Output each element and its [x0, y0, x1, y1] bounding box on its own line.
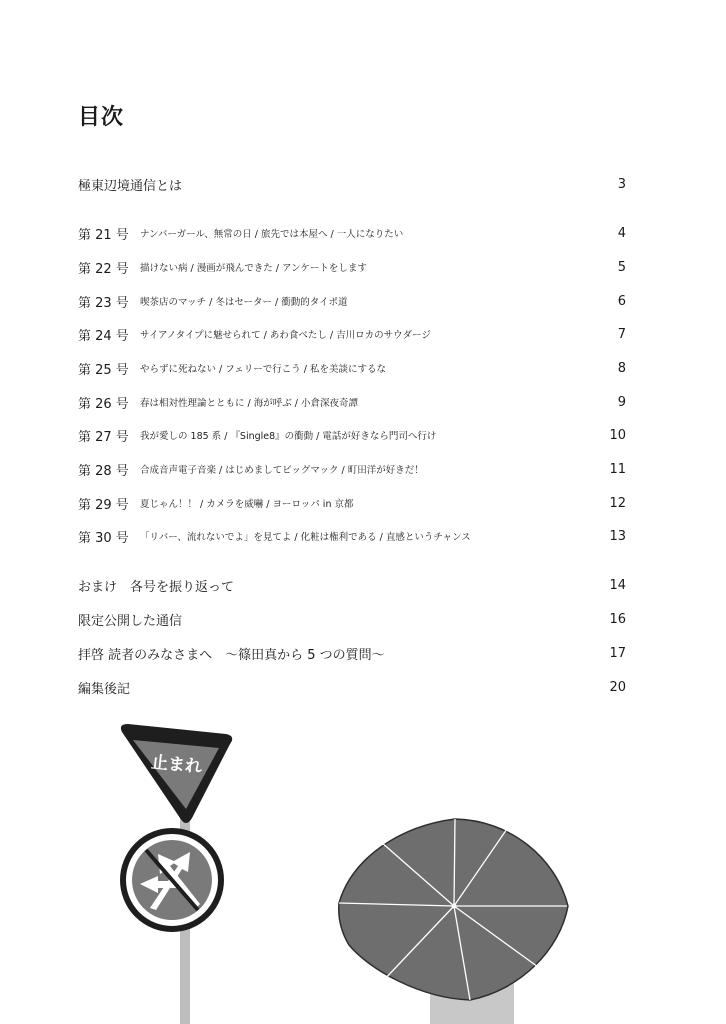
toc-entry-issue-24 — [78, 323, 626, 345]
no-crossing-sign-icon — [123, 831, 221, 929]
toc-entry-issue-27 — [78, 424, 626, 446]
toc-issue-number: 第 24 号 — [78, 328, 129, 344]
toc-issue-number: 第 23 号 — [78, 295, 129, 311]
toc-entry-intro — [78, 173, 626, 195]
toc-entry-issue-30 — [78, 525, 626, 547]
toc-label: おまけ 各号を振り返って — [78, 579, 235, 595]
toc-entry-questions — [78, 642, 626, 664]
toc-issue-topics: やらずに死ねない / フェリーで行こう / 私を美談にするな — [140, 364, 387, 375]
toc-issue-topics: 「リバー、流れないでよ」を見てよ / 化粧は権利である / 直感というチャンス — [140, 532, 471, 543]
toc-entry-issue-26 — [78, 391, 626, 413]
toc-issue-number: 第 26 号 — [78, 396, 129, 412]
toc-issue-number: 第 22 号 — [78, 261, 129, 277]
toc-page-number: 4 — [617, 225, 626, 241]
toc-page-number: 20 — [609, 679, 626, 695]
toc-issue-number: 第 27 号 — [78, 429, 129, 445]
toc-page-number: 3 — [617, 176, 626, 192]
stop-sign-icon — [121, 724, 232, 823]
toc-issue-topics: 合成音声電子音楽 / はじめましてビッグマック / 町田洋が好きだ！ — [140, 465, 424, 476]
toc-label: 極東辺境通信とは — [78, 178, 183, 194]
toc-page-number: 9 — [617, 394, 626, 410]
toc-page-number: 14 — [609, 577, 626, 593]
illustration — [0, 700, 726, 1024]
toc-label: 限定公開した通信 — [78, 613, 183, 629]
toc-entry-afterword — [78, 676, 626, 698]
toc-issue-topics: サイアノタイプに魅せられて / あわ食べたし / 吉川ロカのサウダージ — [140, 330, 431, 341]
toc-page-number: 12 — [609, 495, 626, 511]
toc-issue-topics: 春は相対性理論とともに / 海が呼ぶ / 小倉深夜奇譚 — [140, 398, 358, 409]
toc-issue-topics: 喫茶店のマッチ / 冬はセーター / 衝動的タイポ道 — [140, 297, 348, 308]
toc-entry-issue-22 — [78, 256, 626, 278]
toc-page-number: 11 — [609, 461, 626, 477]
toc-page-number: 16 — [609, 611, 626, 627]
toc-issue-number: 第 21 号 — [78, 227, 129, 243]
toc-issue-topics: ナンバーガール、無常の日 / 旅先では本屋へ / 一人になりたい — [140, 229, 404, 240]
umbrella-icon — [339, 819, 568, 1000]
toc-entry-issue-28 — [78, 458, 626, 480]
toc-issue-number: 第 29 号 — [78, 497, 129, 513]
toc-entry-issue-21 — [78, 222, 626, 244]
toc-label: 編集後記 — [78, 681, 131, 697]
toc-issue-number: 第 25 号 — [78, 362, 129, 378]
toc-issue-topics: 描けない病 / 漫画が飛んできた / アンケートをします — [140, 263, 367, 274]
toc-issue-topics: 夏じゃん！！ / カメラを威嚇 / ヨーロッパ in 京都 — [140, 499, 354, 510]
toc-entry-limited — [78, 608, 626, 630]
toc-entry-issue-29 — [78, 492, 626, 514]
toc-page-number: 5 — [617, 259, 626, 275]
toc-page-number: 7 — [617, 326, 626, 342]
stop-sign-label: 止まれ — [150, 752, 203, 778]
toc-issue-topics: 我が愛しの 185 系 / 『Single8』の衝動 / 電話が好きなら門司へ行け — [140, 431, 437, 442]
toc-entry-issue-25 — [78, 357, 626, 379]
page-title: 目次 — [78, 105, 125, 130]
toc-entry-bonus — [78, 574, 626, 596]
toc-label: 拝啓 読者のみなさまへ ～篠田真から 5 つの質問～ — [78, 647, 385, 663]
toc-page-number: 13 — [609, 528, 626, 544]
toc-page-number: 8 — [617, 360, 626, 376]
toc-issue-number: 第 28 号 — [78, 463, 129, 479]
toc-page-number: 6 — [617, 293, 626, 309]
toc-page-number: 10 — [609, 427, 626, 443]
toc-entry-issue-23 — [78, 290, 626, 312]
toc-page-number: 17 — [609, 645, 626, 661]
toc-issue-number: 第 30 号 — [78, 530, 129, 546]
